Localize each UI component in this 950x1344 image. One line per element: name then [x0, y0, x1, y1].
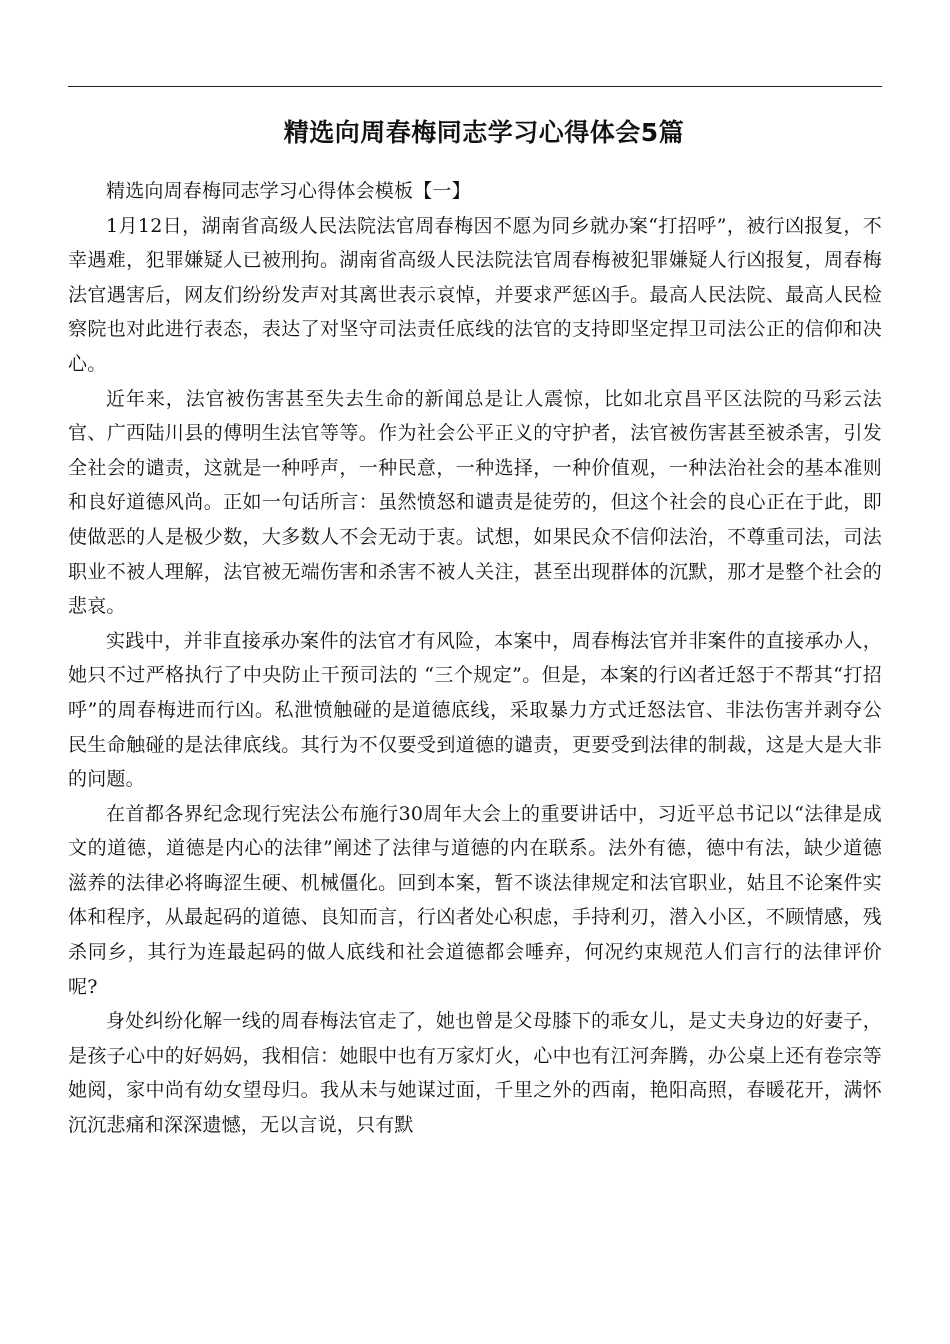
- section-heading: 精选向周春梅同志学习心得体会模板【一】: [106, 180, 471, 202]
- paragraph-1: 1月12日，湖南省高级人民法院法官周春梅因不愿为同乡就办案“打招呼”，被行凶报复，不幸遇难，犯罪嫌疑人已被刑拘。湖南省高级人民法院法官周春梅被犯罪嫌疑人行凶报复，周春梅法官遇害后，网友们纷纷发声对其离世表示哀悼，并要求严惩凶手。最高人民法院、最高人民检察院也对此进行表态，表达了对坚守司法责任底线的法官的支持即坚定捍卫司法公正的信仰和决心。: [68, 214, 882, 375]
- header-rule: [68, 86, 882, 87]
- paragraph-5: 身处纠纷化解一线的周春梅法官走了，她也曾是父母膝下的乖女儿，是丈夫身边的好妻子，是孩子心中的好妈妈，我相信：她眼中也有万家灯火，心中也有江河奔腾，办公桌上还有卷宗等她阅，家中尚有幼女望母归。我从未与她谋过面，千里之外的西南，艳阳高照，春暖花开，满怀沉沉悲痛和深深遗憾，无以言说，只有默: [68, 1010, 882, 1137]
- document-title: 精选向周春梅同志学习心得体会5篇: [283, 117, 685, 147]
- paragraph-2: 近年来，法官被伤害甚至失去生命的新闻总是让人震惊，比如北京昌平区法院的马彩云法官、广西陆川县的傅明生法官等等。作为社会公平正义的守护者，法官被伤害甚至被杀害，引发全社会的谴责，这就是一种呼声，一种民意，一种选择，一种价值观，一种法治社会的基本准则和良好道德风尚。正如一句话所言：虽然愤怒和谴责是徒劳的，但这个社会的良心正在于此，即使做恶的人是极少数，大多数人不会无动于衷。试想，如果民众不信仰法治，不尊重司法，司法职业不被人理解，法官被无端伤害和杀害不被人关注，甚至出现群体的沉默，那才是整个社会的悲哀。: [68, 387, 882, 618]
- paragraph-4: 在首都各界纪念现行宪法公布施行30周年大会上的重要讲话中，习近平总书记以“法律是成文的道德，道德是内心的法律”阐述了法律与道德的内在联系。法外有德，德中有法，缺少道德滋养的法律必将晦涩生硬、机械僵化。回到本案，暂不谈法律规定和法官职业，姑且不论案件实体和程序，从最起码的道德、良知而言，行凶者处心积虑，手持利刃，潜入小区，不顾情感，残杀同乡，其行为连最起码的做人底线和社会道德都会唾弃，何况约束规范人们言行的法律评价呢?: [68, 802, 882, 998]
- document-body: [68, 174, 882, 1143]
- paragraph-3: 实践中，并非直接承办案件的法官才有风险，本案中，周春梅法官并非案件的直接承办人，她只不过严格执行了中央防止干预司法的 “三个规定”。但是，本案的行凶者迁怒于不帮其“打招呼”的周春梅进而行凶。私泄愤触碰的是道德底线，采取暴力方式迁怒法官、非法伤害并剥夺公民生命触碰的是法律底线。其行为不仅要受到道德的谴责，更要受到法律的制裁，这是大是大非的问题。: [68, 629, 882, 791]
